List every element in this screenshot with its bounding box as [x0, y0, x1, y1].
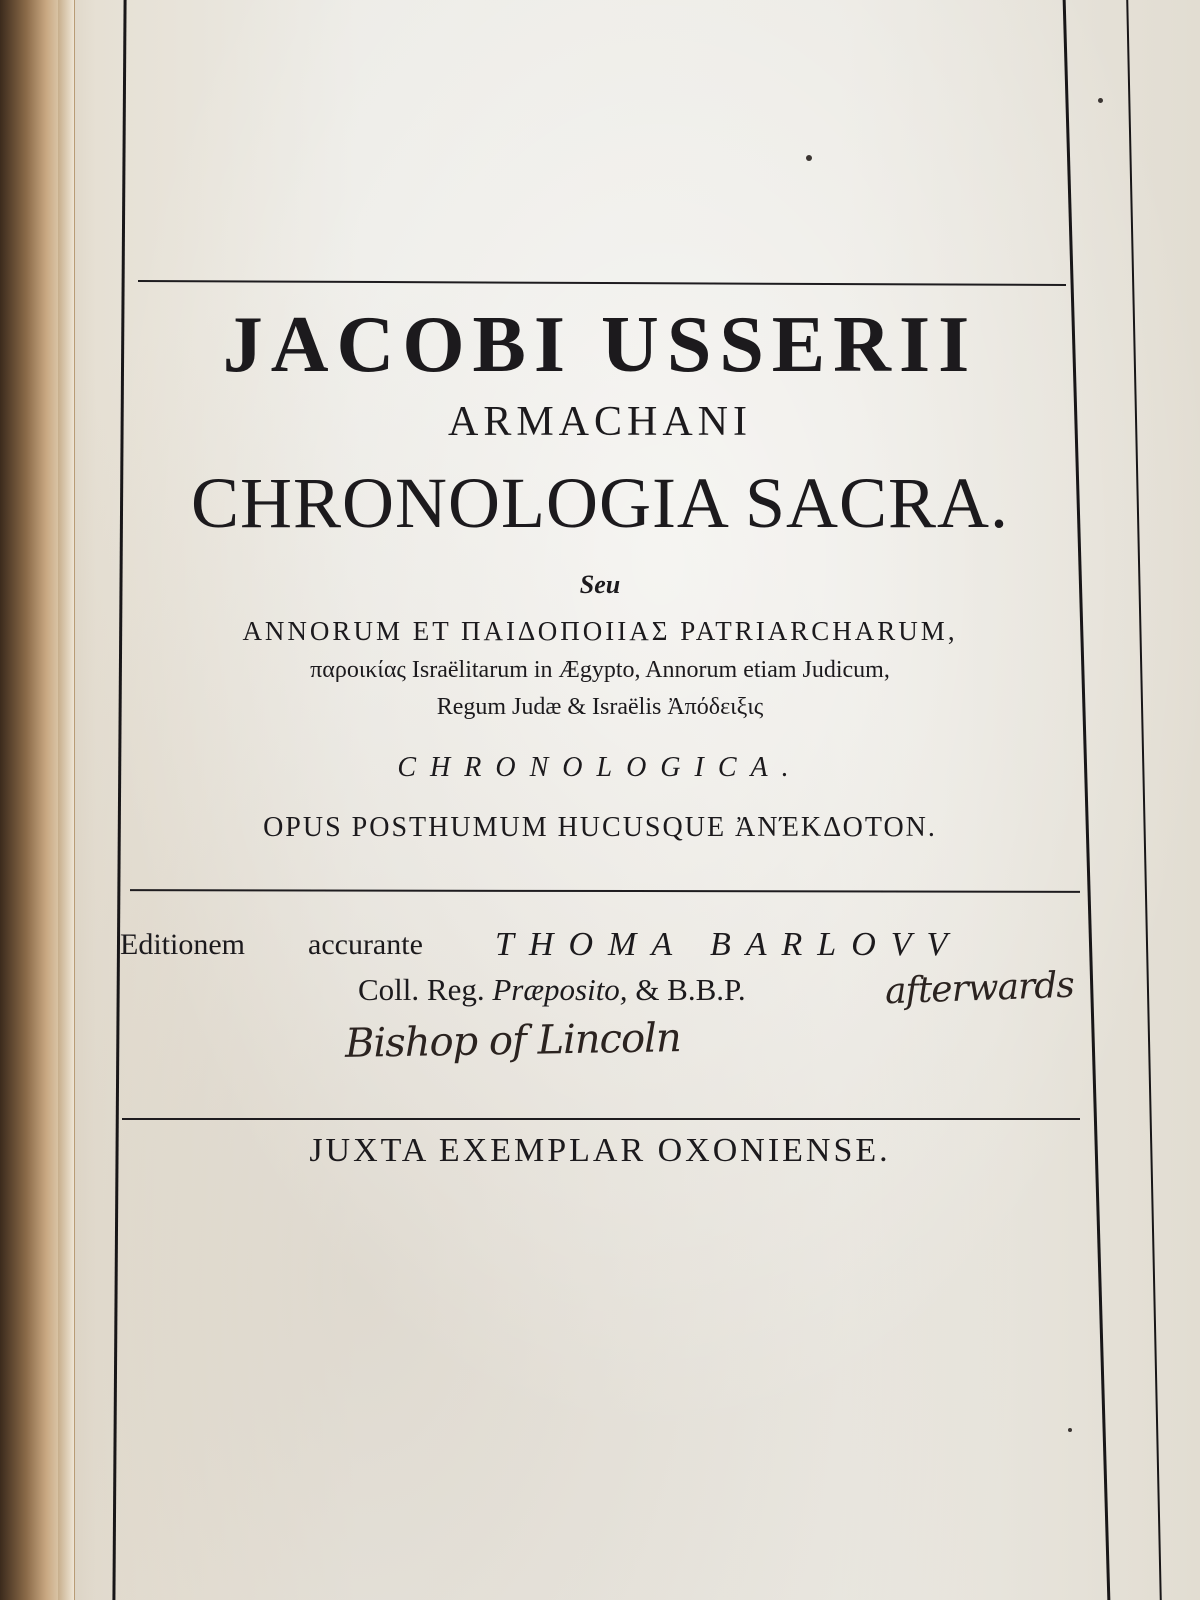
preposito: Præposito, — [492, 972, 628, 1007]
edition-line — [120, 926, 1095, 970]
opus-line: OPUS POSTHUMUM HUCUSQUE ἈΝΈΚΔΟΤΟΝ. — [263, 812, 937, 843]
coll-reg: Coll. Reg. — [358, 972, 485, 1007]
book-spine — [0, 0, 58, 1600]
outer-right-line — [1126, 0, 1162, 1600]
foxing-spot — [806, 155, 812, 161]
edition-word: Editionem — [120, 928, 245, 961]
subtitle-line-2: παροικίας Israëlitarum in Ægypto, Annorum etiam Judicum, — [310, 657, 890, 683]
book-title: CHRONOLOGIA SACRA. — [190, 463, 1010, 543]
subtitle-line-3: Regum Judæ & Israëlis Ἀπόδειξις — [436, 694, 764, 720]
frame-left-line — [112, 0, 126, 1600]
foxing-spot — [1098, 98, 1103, 103]
frame-right-line — [1063, 0, 1111, 1600]
handwritten-note-bishop: Bishop of Lincoln — [344, 1015, 682, 1067]
middle-rule — [130, 889, 1080, 893]
lower-rule — [122, 1118, 1080, 1120]
author-see: ARMACHANI — [447, 399, 752, 445]
imprint-line: JUXTA EXEMPLAR OXONIENSE. — [309, 1132, 891, 1169]
handwritten-note-afterwards: afterwards — [884, 964, 1075, 1013]
editor-name: THOMA BARLOVV — [495, 926, 963, 963]
subtitle-line-4: CHRONOLOGICA. — [397, 752, 803, 783]
accurante-word: accurante — [308, 928, 423, 961]
top-rule — [138, 280, 1066, 286]
editor-credentials — [358, 972, 746, 1008]
author-name: JACOBI USSERII — [222, 301, 978, 389]
subtitle-line-1: ANNORUM ET ΠΑΙΔΟΠΟΙΙΑΣ PATRIARCHARUM, — [242, 616, 958, 646]
seu-connector: Seu — [579, 570, 621, 599]
bbp: & B.B.P. — [635, 972, 746, 1007]
foxing-spot — [1068, 1428, 1072, 1432]
page-edge — [58, 0, 75, 1600]
